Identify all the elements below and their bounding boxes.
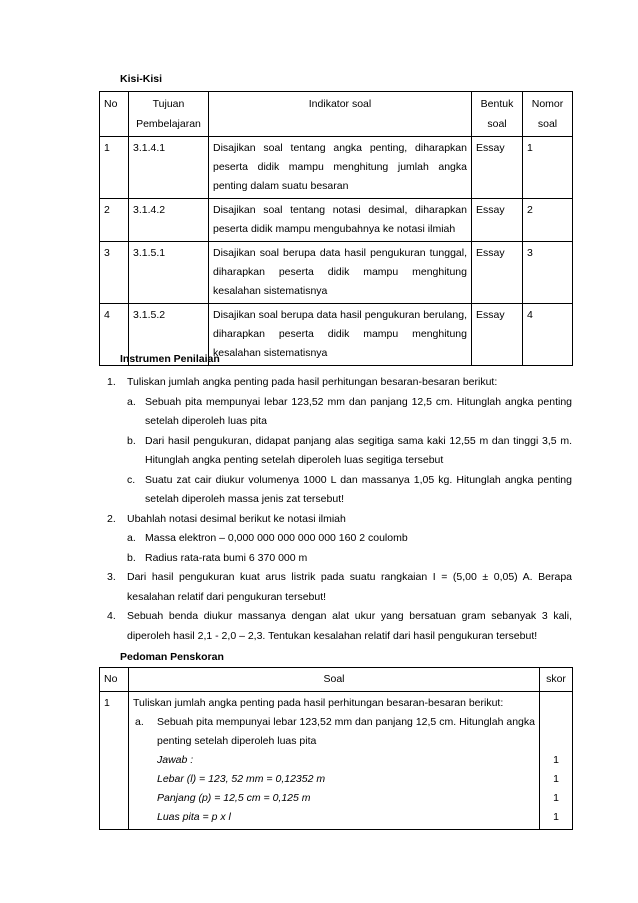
subitem-text: Sebuah pita mempunyai lebar 123,52 mm dan panjang 12,5 cm. Hitunglah angka penting setelah diperoleh luas pita bbox=[145, 395, 572, 427]
list-subitem bbox=[107, 471, 572, 510]
item-number: 4. bbox=[107, 610, 116, 622]
skor-header-no: No bbox=[100, 668, 129, 692]
kisi-table bbox=[99, 91, 573, 366]
row-tujuan: 3.1.5.1 bbox=[129, 242, 209, 304]
subitem-label: a. bbox=[127, 395, 136, 408]
row-no: 3 bbox=[100, 242, 129, 304]
subitem-text: Suatu zat cair diukur volumenya 1000 L dan massanya 1,05 kg. Hitunglah angka penting setelah diperoleh massa jenis zat tersebut! bbox=[145, 473, 572, 505]
kisi-header-no: No bbox=[100, 92, 129, 137]
item-text: Tuliskan jumlah angka penting pada hasil perhitungan besaran-besaran berikut: bbox=[127, 376, 498, 388]
kisi-header-tujuan: Tujuan Pembelajaran bbox=[129, 92, 209, 137]
list-subitem bbox=[107, 393, 572, 432]
answer-line: Panjang (p) = 12,5 cm = 0,125 m bbox=[157, 792, 311, 804]
kisi-header-row bbox=[100, 92, 573, 137]
table-row bbox=[100, 199, 573, 242]
instrumen-list bbox=[107, 373, 572, 646]
instrumen-title: Instrumen Penilaian bbox=[120, 353, 220, 365]
subitem-label: b. bbox=[127, 434, 136, 447]
skor-table bbox=[99, 667, 573, 830]
row-no: 2 bbox=[100, 199, 129, 242]
subitem-text: Radius rata-rata bumi 6 370 000 m bbox=[145, 551, 308, 564]
row-tujuan: 3.1.4.2 bbox=[129, 199, 209, 242]
answer-line: Luas pita = p x l bbox=[157, 811, 231, 823]
list-item bbox=[107, 373, 572, 393]
skor-value: 1 bbox=[553, 811, 559, 823]
item-number: 3. bbox=[107, 571, 116, 583]
soal-intro: Tuliskan jumlah angka penting pada hasil perhitungan besaran-besaran berikut: bbox=[133, 697, 504, 709]
row-no: 1 bbox=[100, 137, 129, 199]
subitem-label: b. bbox=[127, 551, 136, 564]
row-nomor: 4 bbox=[523, 304, 573, 366]
row-bentuk: Essay bbox=[472, 199, 523, 242]
row-indikator: Disajikan soal tentang notasi desimal, diharapkan peserta didik mampu mengubahnya ke notasi ilmiah bbox=[209, 199, 472, 242]
row-no: 1 bbox=[100, 692, 129, 830]
list-item bbox=[107, 607, 572, 646]
row-bentuk: Essay bbox=[472, 304, 523, 366]
row-indikator: Disajikan soal berupa data hasil pengukuran berulang, diharapkan peserta didik mampu menghitung kesalahan sistematisnya bbox=[209, 304, 472, 366]
row-tujuan: 3.1.4.1 bbox=[129, 137, 209, 199]
kisi-header-nomor: Nomor soal bbox=[523, 92, 573, 137]
soal-subitem bbox=[133, 713, 535, 827]
subitem-text: Massa elektron – 0,000 000 000 000 000 160 2 coulomb bbox=[145, 532, 408, 544]
item-text: Dari hasil pengukuran kuat arus listrik pada suatu rangkaian I = (5,00 ± 0,05) A. Berapa kesalahan relatif dari pengukuran tersebut! bbox=[127, 571, 572, 603]
skor-value: 1 bbox=[553, 773, 559, 785]
list-subitem bbox=[107, 432, 572, 471]
list-item bbox=[107, 568, 572, 607]
subitem-label: c. bbox=[127, 473, 136, 486]
table-row bbox=[100, 137, 573, 199]
skor-header-soal: Soal bbox=[129, 668, 540, 692]
pedoman-title: Pedoman Penskoran bbox=[120, 651, 224, 663]
row-skor bbox=[540, 692, 573, 830]
kisi-header-indikator: Indikator soal bbox=[209, 92, 472, 137]
kisi-header-bentuk: Bentuk soal bbox=[472, 92, 523, 137]
item-number: 2. bbox=[107, 512, 116, 525]
answer-line: Lebar (l) = 123, 52 mm = 0,12352 m bbox=[157, 773, 326, 785]
row-soal bbox=[129, 692, 540, 830]
item-text: Sebuah benda diukur massanya dengan alat ukur yang bersatuan gram sebanyak 3 kali, diperoleh hasil 2,1 - 2,0 – 2,3. Tentukan kesalahan relatif dari hasil pengukuran tersebut! bbox=[127, 610, 572, 642]
row-tujuan: 3.1.5.2 bbox=[129, 304, 209, 366]
skor-header-row bbox=[100, 668, 573, 692]
table-row bbox=[100, 242, 573, 304]
row-no: 4 bbox=[100, 304, 129, 366]
subitem-text: Dari hasil pengukuran, didapat panjang alas segitiga sama kaki 12,55 m dan tinggi 3,5 m. Hitunglah angka penting setelah diperoleh luas segitiga tersebut bbox=[145, 434, 572, 466]
list-subitem bbox=[107, 529, 572, 549]
table-row bbox=[100, 692, 573, 830]
item-number: 1. bbox=[107, 376, 116, 388]
row-bentuk: Essay bbox=[472, 242, 523, 304]
soal-sub-label: a. bbox=[135, 716, 144, 728]
row-indikator: Disajikan soal tentang angka penting, diharapkan peserta didik mampu menghitung jumlah angka penting dalam suatu besaran bbox=[209, 137, 472, 199]
kisi-title: Kisi-Kisi bbox=[120, 73, 163, 85]
row-nomor: 3 bbox=[523, 242, 573, 304]
skor-value: 1 bbox=[553, 754, 559, 766]
row-nomor: 1 bbox=[523, 137, 573, 199]
row-nomor: 2 bbox=[523, 199, 573, 242]
answer-line: Jawab : bbox=[157, 754, 194, 766]
item-text: Ubahlah notasi desimal berikut ke notasi ilmiah bbox=[127, 512, 346, 525]
row-indikator: Disajikan soal berupa data hasil pengukuran tunggal, diharapkan peserta didik mampu menghitung kesalahan sistematisnya bbox=[209, 242, 472, 304]
list-subitem bbox=[107, 549, 572, 569]
soal-sub-text: Sebuah pita mempunyai lebar 123,52 mm dan panjang 12,5 cm. Hitunglah angka penting setelah diperoleh luas pita bbox=[157, 716, 535, 747]
row-bentuk: Essay bbox=[472, 137, 523, 199]
subitem-label: a. bbox=[127, 532, 136, 544]
skor-header-skor: skor bbox=[540, 668, 573, 692]
skor-value: 1 bbox=[553, 792, 559, 804]
list-item bbox=[107, 510, 572, 530]
